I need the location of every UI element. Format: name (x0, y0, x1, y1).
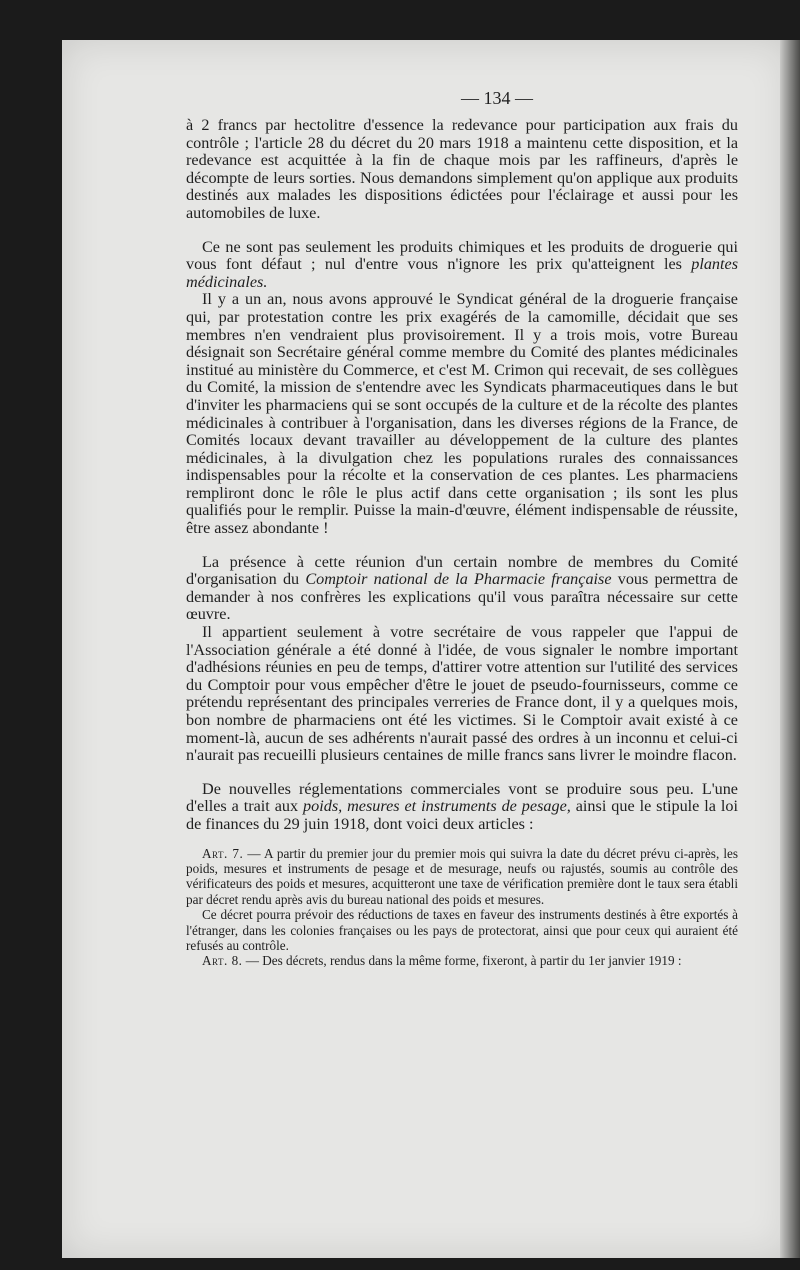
paragraph-syndicat: Il y a un an, nous avons approuvé le Syndicat général de la droguerie française qui, par protestation contre les prix exagérés de la camomille, décidait que ses membres n'en vendraient plus provisoirement. Il y a trois mois, votre Bureau désignait son Secrétaire général comme membre du Comité des plantes médicinales institué au ministère du Commerce, et c'est M. Crimon qui recevait, de ses collègues du Comité, la mission de s'entendre avec les Syndicats pharmaceutiques dans le but d'inviter les pharmaciens qui se sont occupés de la culture et de la récolte des plantes médicinales à contribuer à l'organisation, dans les diverses régions de la France, de Comités locaux devant travailler au développement de la culture des plantes médicinales, à la divulgation chez les populations rurales des connaissances indispensables pour la récolte et la conservation de ces plantes. Les pharmaciens rempliront donc le rôle le plus actif dans cette organisation ; ils sont les plus qualifiés pour le remplir. Puisse la main-d'œuvre, élément indispensable de réussite, être assez abondante ! (186, 290, 738, 538)
poids-mesures-italic: poids, mesures et instruments de pesage, (303, 797, 571, 816)
article-7-continued: Ce décret pourra prévoir des réductions de taxes en faveur des instruments destinés à être exportés à l'étranger, dans les colonies françaises ou les pays de protectorat, ainsi que pour ceux qui auraient été refusés au contrôle. (186, 907, 738, 953)
paragraph-reglementations: De nouvelles réglementations commerciales vont se produire sous peu. L'une d'elles a trait aux poids, mesures et instruments de pesage, ainsi que le stipule la loi de finances du 29 juin 1918, dont voici deux articles : (186, 779, 738, 833)
paragraph-comptoir: La présence à cette réunion d'un certain nombre de membres du Comité d'organisation du Comptoir national de la Pharmacie française vous permettra de demander à nos confrères les explications qu'il vous paraîtra nécessaire sur cette œuvre. (186, 552, 738, 624)
plantes-medicinales-italic: plantes médicinales. (186, 255, 739, 291)
paragraph-droguerie: Ce ne sont pas seulement les produits chimiques et les produits de droguerie qui vous font défaut ; nul d'entre vous n'ignore les prix qu'atteignent les plantes médicinales. (186, 237, 739, 291)
article-7-label: Art. 7. (202, 845, 244, 861)
article-8: Art. 8. — Des décrets, rendus dans la même forme, fixeront, à partir du 1er janvier 1919 : (202, 953, 682, 969)
page-edge (780, 40, 800, 1258)
comptoir-national-italic: Comptoir national de la Pharmacie française (305, 570, 612, 589)
page-content (186, 88, 738, 969)
article-8-label: Art. 8. (202, 953, 243, 969)
article-7: Art. 7. — A partir du premier jour du premier mois qui suivra la date du décret prévu ci-après, les poids, mesures et instruments de pesage et de mesurage, neufs ou rajustés, soumis au contrôle des vérificateurs des poids et mesures, acquitteront une taxe de vérification première dont le taux sera établi par décret rendu après avis du bureau national des poids et mesures. (186, 845, 738, 907)
page-number: — 134 — (461, 88, 533, 108)
paragraph-redevance: à 2 francs par hectolitre d'essence la redevance pour participation aux frais du contrôle ; l'article 28 du décret du 20 mars 1918 a maintenu cette disposition, et la redevance est acquittée à la fin de chaque mois par les raffineurs, d'après le décompte de leurs sorties. Nous demandons simplement qu'on applique aux produits destinés aux malades les dispositions édictées pour l'éclairage et aussi pour les automobiles de luxe. (186, 116, 738, 222)
paragraph-association: Il appartient seulement à votre secrétaire de vous rappeler que l'appui de l'Association générale a été donné à l'idée, de vous signaler le nombre important d'adhésions réunies en peu de temps, d'attirer votre attention sur l'utilité des services du Comptoir pour vous empêcher d'être le jouet de pseudo-fournisseurs, comme ce prétendu représentant des principales verreries de France dont, il y a quelques mois, bon nombre de pharmaciens ont été les victimes. Si le Comptoir avait existé à ce moment-là, aucun de ses adhérents n'aurait passé des ordres à un inconnu et celui-ci n'aurait pas recueilli plusieurs centaines de mille francs sans livrer le moindre flacon. (186, 623, 738, 765)
